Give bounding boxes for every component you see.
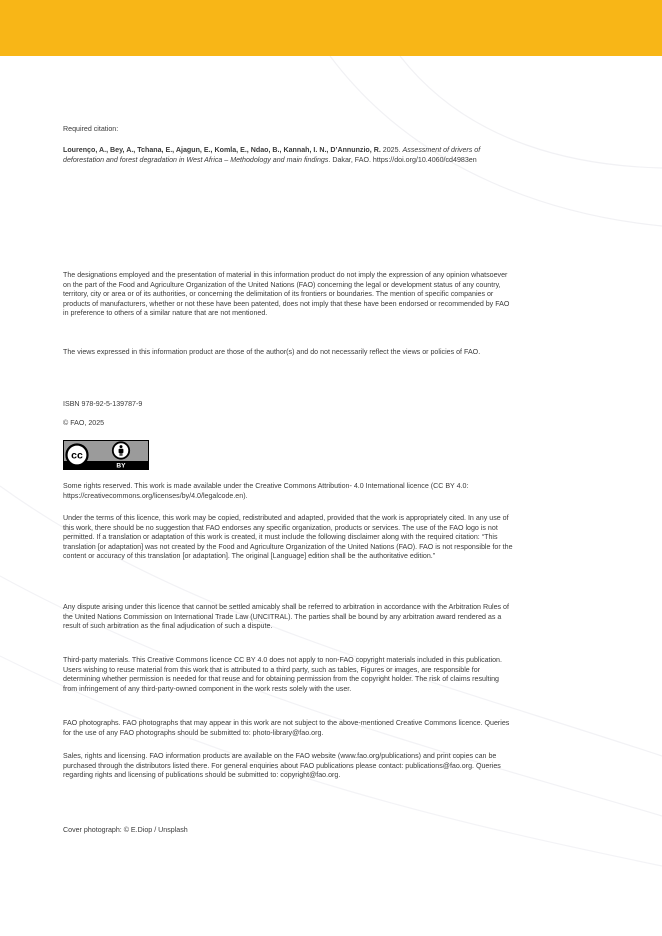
isbn: ISBN 978-92-5-139787-9 [63,400,143,408]
citation-text [63,146,515,165]
license-paragraph-arbitration: Any dispute arising under this licence that cannot be settled amicably shall be referred to arbitration in accordance with the Arbitration Rules of the United Nations Commission on International Trade Law (UNCITRAL). The parties shall be bound by any arbitration award rendered as a result of such arbitration as the final adjudication of such a dispute. [63,603,509,631]
citation-heading: Required citation: [63,125,119,133]
views-disclaimer: The views expressed in this information product are those of the author(s) and do not necessarily reflect the views or policies of FAO. [63,348,481,356]
cc-by-badge [63,440,149,470]
designations-disclaimer: The designations employed and the presentation of material in this information product do not imply the expression of any opinion whatsoever on the part of the Food and Agriculture Organization of the United Nations (FAO) concerning the legal or development status of any country, territory, city or area or of its authorities, or concerning the delimitation of its frontiers or boundaries. The mention of specific companies or products of manufacturers, whether or not these have been patented, does not imply that these have been endorsed or recommended by FAO in preference to others of a similar nature that are not mentioned. [63,271,510,318]
license-paragraph-sales: Sales, rights and licensing. FAO information products are available on the FAO website (www.fao.org/publications) and print copies can be purchased through the distributors listed there. For general enquiries about FAO publications please contact: publications@fao.org. Queries regarding rights and licensing of publications should be submitted to: copyright@fao.org. [63,752,501,780]
license-paragraph-photographs: FAO photographs. FAO photographs that may appear in this work are not subject to the above-mentioned Creative Commons licence. Queries for the use of any FAO photographs should be submitted to: photo-library@fao.org. [63,719,510,737]
license-paragraph-rights: Some rights reserved. This work is made available under the Creative Commons Attribution- 4.0 International licence (CC BY 4.0: https://creativecommons.org/licenses/by/4.0/legalcode.en). [63,482,469,500]
citation-year: 2025. [382,146,401,154]
citation-authors: Lourenço, A., Bey, A., Tchana, E., Ajagun, E., Komla, E., Ndao, B., Kannah, I. N., D’Annunzio, R. [63,146,381,154]
license-paragraph-third-party: Third-party materials. This Creative Commons licence CC BY 4.0 does not apply to non-FAO copyright materials included in this publication. Users wishing to reuse material from this work that is attributed to a third party, such as tables, Figures or images, are responsible for determining whether permission is needed for that reuse and for obtaining permission from the copyright holder. The risk of claims resulting from infringement of any third-party-owned component in the work rests solely with the user. [63,656,502,693]
by-label: BY [116,462,126,470]
copyright-notice: © FAO, 2025 [63,419,105,427]
top-color-band [0,0,662,56]
citation-title: Assessment of drivers of deforestation and forest degradation in West Africa – Methodology and main findings [63,146,481,164]
cc-icon-label: cc [71,449,83,462]
license-paragraph-terms: Under the terms of this licence, this work may be copied, redistributed and adapted, provided that the work is appropriately cited. In any use of this work, there should be no suggestion that FAO endorses any specific organization, products or services. The use of the FAO logo is not permitted. If a translation or adaptation of this work is created, it must include the following disclaimer along with the required citation: “This translation [or adaptation] was not created by the Food and Agriculture Organization of the United Nations (FAO). FAO is not responsible for the content or accuracy of this translation [or adaptation]. The original [Language] edition shall be the authoritative edition.” [63,514,513,561]
citation-rest: . Dakar, FAO. https://doi.org/10.4060/cd4983en [328,155,477,164]
cover-photo-credit: Cover photograph: © E.Diop / Unsplash [63,826,188,834]
